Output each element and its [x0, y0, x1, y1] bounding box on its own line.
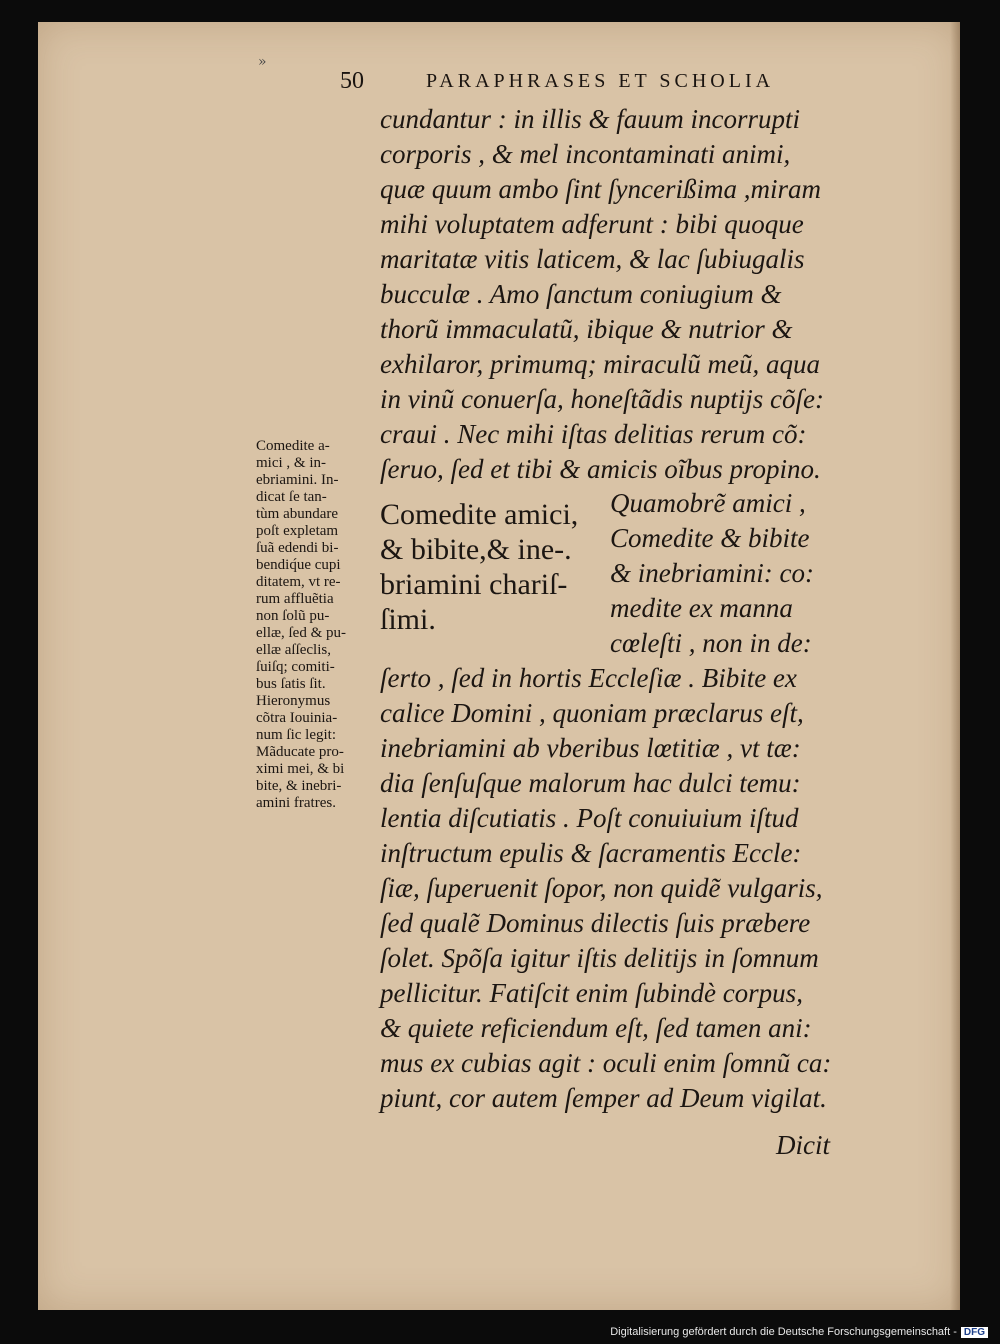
- body-line: mihi voluptatem adferunt : bibi quoque: [380, 209, 804, 239]
- body-line: inſtructum epulis & ſacramentis Eccle:: [380, 838, 802, 868]
- body-line: ſiæ, ſuperuenit ſopor, non quidẽ vulgaris,: [380, 873, 823, 903]
- body-line: exhilaror, primumq; miraculũ meũ, aqua: [380, 349, 820, 379]
- body-line: lentia diſcutiatis . Poſt conuiuium iſtud: [380, 803, 799, 833]
- body-line: corporis , & mel incontaminati animi,: [380, 139, 791, 169]
- margin-line: Comedite a-: [256, 438, 330, 454]
- body-line: Quamobrẽ amici ,: [610, 488, 806, 518]
- running-head: PARAPHRASES ET SCHOLIA: [426, 70, 775, 92]
- body-line: dia ſenſuſque malorum hac dulci temu:: [380, 768, 801, 798]
- margin-line: ſuã edendi bi-: [256, 540, 339, 556]
- body-line: in vinũ conuerſa, honeſtãdis nuptijs cõſe:: [380, 384, 824, 414]
- margin-line: bendiq́ue cupi: [256, 557, 341, 573]
- margin-line: Hieronymus: [256, 693, 331, 709]
- margin-line: bite, & inebri-: [256, 778, 342, 794]
- margin-line: ellæ, ſed & pu-: [256, 625, 346, 641]
- body-line: medite ex manna: [610, 593, 793, 623]
- body-line: inebriamini ab vberibus lœtitiæ , vt tæ:: [380, 733, 801, 763]
- scripture-line: & bibite,& ine-.: [380, 533, 572, 566]
- catchword: Dicit: [776, 1130, 830, 1160]
- body-line: calice Domini , quoniam præclarus eſt,: [380, 698, 804, 728]
- scripture-line: Comedite amici,: [380, 498, 579, 531]
- body-line: bucculæ . Amo ſanctum coniugium &: [380, 279, 782, 309]
- printer-mark: »: [258, 54, 267, 70]
- body-line: ſeruo, ſed et tibi & amicis oĩbus propino.: [380, 454, 821, 484]
- margin-line: dicat ſe tan-: [256, 489, 327, 505]
- body-line: piunt, cor autem ſemper ad Deum vigilat.: [380, 1083, 827, 1113]
- margin-line: cõtra Iouinia-: [256, 710, 338, 726]
- margin-line: rum affluẽtia: [256, 591, 334, 607]
- body-line: & inebriamini: co:: [610, 558, 814, 588]
- margin-line: ebriamini. In-: [256, 472, 339, 488]
- credit-text: Digitalisierung gefördert durch die Deutsche Forschungsgemeinschaft -: [610, 1326, 957, 1338]
- body-line: cœleſti , non in de:: [610, 628, 812, 658]
- body-line: pellicitur. Fatiſcit enim ſubindè corpus,: [380, 978, 803, 1008]
- dfg-logo: DFG: [961, 1327, 988, 1338]
- margin-line: amini fratres.: [256, 795, 336, 811]
- body-line: mus ex cubias agit : oculi enim ſomnũ ca:: [380, 1048, 832, 1078]
- body-line: ſed qualẽ Dominus dilectis ſuis præbere: [380, 908, 811, 938]
- margin-line: poſt expletam: [256, 523, 339, 539]
- body-line: Comedite & bibite: [610, 523, 810, 553]
- margin-line: bus ſatis ſit.: [256, 676, 326, 692]
- margin-line: ellæ aſſeclis,: [256, 642, 331, 658]
- body-line: thorũ immaculatũ, ibique & nutrior &: [380, 314, 793, 344]
- margin-line: non ſolũ pu-: [256, 608, 330, 624]
- margin-line: num ſic legit:: [256, 727, 336, 743]
- body-line: ſerto , ſed in hortis Eccleſiæ . Bibite ex: [380, 663, 797, 693]
- body-line: & quiete reficiendum eſt, ſed tamen ani:: [380, 1013, 812, 1043]
- scripture-line: briamini chariſ-: [380, 568, 568, 601]
- margin-line: mici , & in-: [256, 455, 326, 471]
- body-line: quæ quum ambo ſint ſyncerißima ,miram: [380, 174, 821, 204]
- body-line: ſolet. Spõſa igitur iſtis delitijs in ſomnum: [380, 943, 819, 973]
- margin-line: ximi mei, & bi: [256, 761, 345, 777]
- margin-line: tùm abundare: [256, 506, 339, 522]
- body-line: cundantur : in illis & fauum incorrupti: [380, 104, 801, 134]
- page-number: 50: [340, 68, 364, 94]
- digitization-credit: [610, 1326, 988, 1338]
- margin-line: ſuiſq; comiti-: [256, 659, 335, 675]
- body-line: craui . Nec mihi iſtas delitias rerum cõ:: [380, 419, 807, 449]
- scripture-line: ſimi.: [380, 603, 436, 636]
- book-page: [38, 22, 960, 1310]
- margin-line: ditatem, vt re-: [256, 574, 341, 590]
- body-line: maritatæ vitis laticem, & lac ſubiugalis: [380, 244, 805, 274]
- margin-line: Mãducate pro-: [256, 744, 344, 760]
